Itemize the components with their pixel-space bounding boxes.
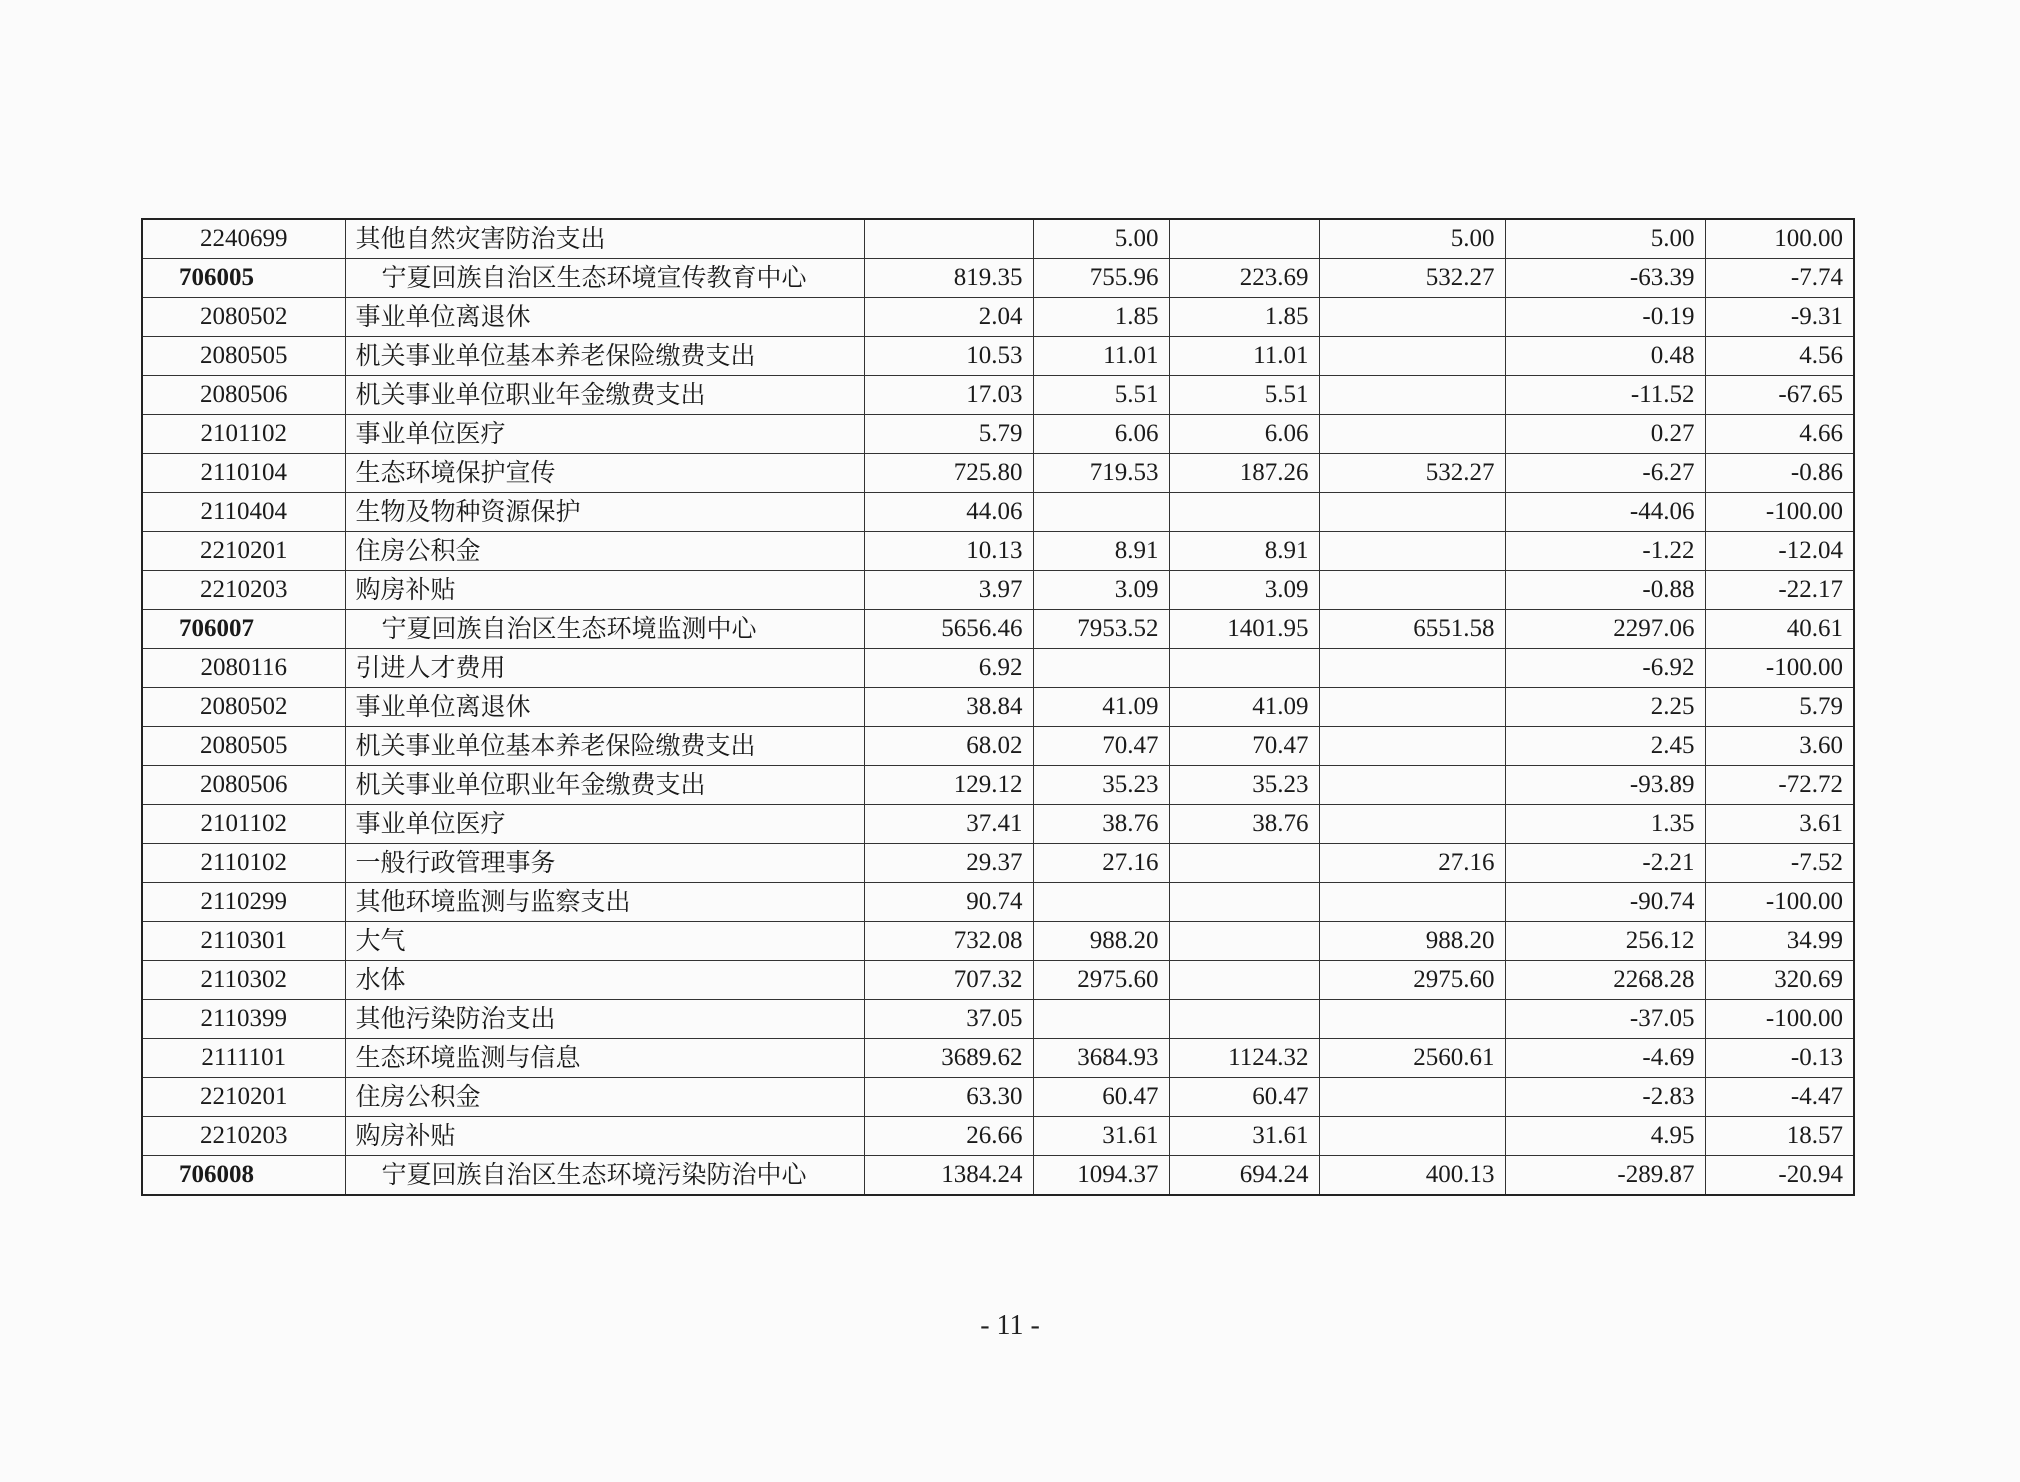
cell-code: 2080506 xyxy=(142,376,345,415)
table-row xyxy=(142,766,1854,805)
page-number: - 11 - xyxy=(980,1310,1040,1341)
cell-change-amount: -2.83 xyxy=(1505,1078,1705,1117)
table-row xyxy=(142,727,1854,766)
cell-amount-2: 7953.52 xyxy=(1033,610,1169,649)
cell-change-percent: -7.52 xyxy=(1705,844,1854,883)
cell-change-percent: -100.00 xyxy=(1705,649,1854,688)
cell-amount-4 xyxy=(1319,571,1505,610)
cell-amount-2: 38.76 xyxy=(1033,805,1169,844)
cell-change-percent: 34.99 xyxy=(1705,922,1854,961)
cell-amount-1: 26.66 xyxy=(864,1117,1033,1156)
cell-amount-3: 70.47 xyxy=(1169,727,1319,766)
cell-change-amount: 2297.06 xyxy=(1505,610,1705,649)
cell-change-amount: -6.27 xyxy=(1505,454,1705,493)
cell-amount-2: 1094.37 xyxy=(1033,1156,1169,1196)
cell-item-name: 住房公积金 xyxy=(345,1078,864,1117)
cell-change-amount: -1.22 xyxy=(1505,532,1705,571)
cell-code: 2210203 xyxy=(142,571,345,610)
cell-code: 706007 xyxy=(142,610,345,649)
cell-amount-4: 2560.61 xyxy=(1319,1039,1505,1078)
cell-amount-2: 11.01 xyxy=(1033,337,1169,376)
table-row xyxy=(142,688,1854,727)
cell-change-percent: -0.86 xyxy=(1705,454,1854,493)
cell-amount-3: 1401.95 xyxy=(1169,610,1319,649)
cell-amount-2: 8.91 xyxy=(1033,532,1169,571)
cell-amount-2 xyxy=(1033,883,1169,922)
cell-amount-1: 732.08 xyxy=(864,922,1033,961)
cell-change-percent: -9.31 xyxy=(1705,298,1854,337)
cell-amount-4 xyxy=(1319,688,1505,727)
cell-amount-1: 2.04 xyxy=(864,298,1033,337)
cell-amount-1: 38.84 xyxy=(864,688,1033,727)
cell-amount-3 xyxy=(1169,1000,1319,1039)
cell-change-amount: 2.25 xyxy=(1505,688,1705,727)
table-row xyxy=(142,298,1854,337)
cell-amount-1: 1384.24 xyxy=(864,1156,1033,1196)
cell-item-name: 购房补贴 xyxy=(345,571,864,610)
cell-item-name: 大气 xyxy=(345,922,864,961)
cell-amount-4 xyxy=(1319,532,1505,571)
cell-change-amount: 5.00 xyxy=(1505,219,1705,259)
cell-amount-3 xyxy=(1169,961,1319,1000)
cell-amount-2: 988.20 xyxy=(1033,922,1169,961)
cell-amount-2 xyxy=(1033,493,1169,532)
cell-code: 2240699 xyxy=(142,219,345,259)
cell-code: 2210201 xyxy=(142,532,345,571)
cell-amount-1: 63.30 xyxy=(864,1078,1033,1117)
cell-amount-1: 707.32 xyxy=(864,961,1033,1000)
cell-amount-2: 60.47 xyxy=(1033,1078,1169,1117)
cell-change-percent: -100.00 xyxy=(1705,883,1854,922)
cell-amount-3: 11.01 xyxy=(1169,337,1319,376)
cell-amount-1: 3689.62 xyxy=(864,1039,1033,1078)
cell-item-name: 事业单位离退休 xyxy=(345,298,864,337)
table-row-organization xyxy=(142,1156,1854,1196)
cell-amount-4: 400.13 xyxy=(1319,1156,1505,1196)
cell-amount-1: 819.35 xyxy=(864,259,1033,298)
cell-item-name: 事业单位医疗 xyxy=(345,415,864,454)
cell-code: 2080505 xyxy=(142,337,345,376)
budget-table-container xyxy=(141,218,1853,1196)
cell-change-amount: -11.52 xyxy=(1505,376,1705,415)
cell-code: 2110299 xyxy=(142,883,345,922)
cell-item-name: 机关事业单位职业年金缴费支出 xyxy=(345,376,864,415)
cell-item-name: 水体 xyxy=(345,961,864,1000)
cell-amount-1: 44.06 xyxy=(864,493,1033,532)
cell-amount-1: 129.12 xyxy=(864,766,1033,805)
cell-code: 2110301 xyxy=(142,922,345,961)
cell-amount-1 xyxy=(864,219,1033,259)
cell-item-name: 购房补贴 xyxy=(345,1117,864,1156)
cell-amount-3: 38.76 xyxy=(1169,805,1319,844)
cell-code: 2110104 xyxy=(142,454,345,493)
cell-amount-4: 532.27 xyxy=(1319,454,1505,493)
cell-change-percent: -12.04 xyxy=(1705,532,1854,571)
cell-change-amount: -37.05 xyxy=(1505,1000,1705,1039)
cell-code: 2080505 xyxy=(142,727,345,766)
cell-amount-2: 2975.60 xyxy=(1033,961,1169,1000)
budget-table xyxy=(141,218,1855,1196)
cell-amount-4: 988.20 xyxy=(1319,922,1505,961)
cell-amount-2: 719.53 xyxy=(1033,454,1169,493)
cell-amount-4 xyxy=(1319,337,1505,376)
cell-amount-1: 10.13 xyxy=(864,532,1033,571)
cell-amount-2: 3684.93 xyxy=(1033,1039,1169,1078)
cell-code: 2080116 xyxy=(142,649,345,688)
cell-item-name: 其他污染防治支出 xyxy=(345,1000,864,1039)
cell-amount-4 xyxy=(1319,1117,1505,1156)
cell-change-amount: 256.12 xyxy=(1505,922,1705,961)
cell-change-amount: 2.45 xyxy=(1505,727,1705,766)
cell-amount-3: 694.24 xyxy=(1169,1156,1319,1196)
cell-change-amount: -90.74 xyxy=(1505,883,1705,922)
cell-amount-2: 755.96 xyxy=(1033,259,1169,298)
cell-amount-4 xyxy=(1319,376,1505,415)
cell-amount-3: 3.09 xyxy=(1169,571,1319,610)
cell-amount-3 xyxy=(1169,649,1319,688)
cell-amount-3: 187.26 xyxy=(1169,454,1319,493)
cell-change-percent: 4.66 xyxy=(1705,415,1854,454)
cell-item-name: 事业单位医疗 xyxy=(345,805,864,844)
cell-item-name: 生态环境保护宣传 xyxy=(345,454,864,493)
cell-amount-3 xyxy=(1169,883,1319,922)
cell-amount-2: 5.00 xyxy=(1033,219,1169,259)
cell-amount-4: 6551.58 xyxy=(1319,610,1505,649)
cell-item-name: 机关事业单位基本养老保险缴费支出 xyxy=(345,337,864,376)
cell-amount-2: 6.06 xyxy=(1033,415,1169,454)
cell-amount-3: 60.47 xyxy=(1169,1078,1319,1117)
cell-amount-2: 27.16 xyxy=(1033,844,1169,883)
cell-change-percent: 3.61 xyxy=(1705,805,1854,844)
cell-amount-4 xyxy=(1319,883,1505,922)
cell-change-percent: 18.57 xyxy=(1705,1117,1854,1156)
table-row xyxy=(142,1000,1854,1039)
cell-amount-1: 37.05 xyxy=(864,1000,1033,1039)
cell-code: 2110404 xyxy=(142,493,345,532)
cell-item-name: 宁夏回族自治区生态环境污染防治中心 xyxy=(345,1156,864,1196)
cell-change-amount: -2.21 xyxy=(1505,844,1705,883)
cell-amount-2: 35.23 xyxy=(1033,766,1169,805)
cell-amount-3: 8.91 xyxy=(1169,532,1319,571)
cell-change-percent: -4.47 xyxy=(1705,1078,1854,1117)
cell-code: 2101102 xyxy=(142,415,345,454)
cell-change-amount: -63.39 xyxy=(1505,259,1705,298)
cell-item-name: 引进人才费用 xyxy=(345,649,864,688)
table-row xyxy=(142,571,1854,610)
cell-change-amount: -4.69 xyxy=(1505,1039,1705,1078)
cell-amount-3 xyxy=(1169,219,1319,259)
cell-amount-4 xyxy=(1319,649,1505,688)
table-row xyxy=(142,337,1854,376)
cell-code: 2210201 xyxy=(142,1078,345,1117)
cell-code: 2110399 xyxy=(142,1000,345,1039)
cell-amount-1: 37.41 xyxy=(864,805,1033,844)
cell-change-amount: 0.27 xyxy=(1505,415,1705,454)
cell-change-amount: 1.35 xyxy=(1505,805,1705,844)
cell-amount-4 xyxy=(1319,727,1505,766)
cell-item-name: 宁夏回族自治区生态环境监测中心 xyxy=(345,610,864,649)
table-row xyxy=(142,883,1854,922)
table-row xyxy=(142,415,1854,454)
table-row xyxy=(142,961,1854,1000)
cell-amount-1: 3.97 xyxy=(864,571,1033,610)
cell-change-percent: 320.69 xyxy=(1705,961,1854,1000)
cell-item-name: 住房公积金 xyxy=(345,532,864,571)
table-row xyxy=(142,532,1854,571)
cell-amount-2: 3.09 xyxy=(1033,571,1169,610)
cell-amount-4 xyxy=(1319,1000,1505,1039)
cell-amount-3: 1124.32 xyxy=(1169,1039,1319,1078)
cell-item-name: 机关事业单位基本养老保险缴费支出 xyxy=(345,727,864,766)
cell-change-percent: -100.00 xyxy=(1705,1000,1854,1039)
cell-amount-3 xyxy=(1169,844,1319,883)
cell-amount-1: 29.37 xyxy=(864,844,1033,883)
cell-change-percent: 40.61 xyxy=(1705,610,1854,649)
cell-change-percent: 3.60 xyxy=(1705,727,1854,766)
cell-amount-2 xyxy=(1033,649,1169,688)
cell-change-amount: -0.19 xyxy=(1505,298,1705,337)
cell-change-amount: 0.48 xyxy=(1505,337,1705,376)
cell-change-percent: -7.74 xyxy=(1705,259,1854,298)
cell-amount-4: 2975.60 xyxy=(1319,961,1505,1000)
budget-table-body xyxy=(142,219,1854,1195)
cell-code: 2110102 xyxy=(142,844,345,883)
cell-amount-3: 41.09 xyxy=(1169,688,1319,727)
table-row xyxy=(142,844,1854,883)
cell-amount-1: 10.53 xyxy=(864,337,1033,376)
cell-code: 706005 xyxy=(142,259,345,298)
cell-item-name: 其他环境监测与监察支出 xyxy=(345,883,864,922)
table-row-organization xyxy=(142,610,1854,649)
cell-amount-1: 5656.46 xyxy=(864,610,1033,649)
table-row-organization xyxy=(142,259,1854,298)
table-row xyxy=(142,1078,1854,1117)
cell-item-name: 宁夏回族自治区生态环境宣传教育中心 xyxy=(345,259,864,298)
cell-amount-3 xyxy=(1169,493,1319,532)
cell-amount-1: 5.79 xyxy=(864,415,1033,454)
cell-amount-4: 532.27 xyxy=(1319,259,1505,298)
cell-item-name: 生物及物种资源保护 xyxy=(345,493,864,532)
cell-amount-3: 31.61 xyxy=(1169,1117,1319,1156)
cell-code: 2101102 xyxy=(142,805,345,844)
cell-change-percent: -67.65 xyxy=(1705,376,1854,415)
cell-change-amount: -6.92 xyxy=(1505,649,1705,688)
cell-amount-1: 68.02 xyxy=(864,727,1033,766)
cell-change-amount: 4.95 xyxy=(1505,1117,1705,1156)
cell-amount-3: 223.69 xyxy=(1169,259,1319,298)
cell-amount-2: 70.47 xyxy=(1033,727,1169,766)
cell-amount-1: 17.03 xyxy=(864,376,1033,415)
cell-change-percent: -100.00 xyxy=(1705,493,1854,532)
cell-code: 2080502 xyxy=(142,688,345,727)
cell-item-name: 其他自然灾害防治支出 xyxy=(345,219,864,259)
cell-change-amount: -0.88 xyxy=(1505,571,1705,610)
cell-amount-2 xyxy=(1033,1000,1169,1039)
cell-amount-4: 5.00 xyxy=(1319,219,1505,259)
cell-amount-1: 725.80 xyxy=(864,454,1033,493)
cell-item-name: 机关事业单位职业年金缴费支出 xyxy=(345,766,864,805)
cell-change-percent: -72.72 xyxy=(1705,766,1854,805)
cell-amount-3: 35.23 xyxy=(1169,766,1319,805)
table-row xyxy=(142,219,1854,259)
cell-amount-2: 5.51 xyxy=(1033,376,1169,415)
cell-code: 2210203 xyxy=(142,1117,345,1156)
cell-code: 2111101 xyxy=(142,1039,345,1078)
table-row xyxy=(142,922,1854,961)
cell-amount-3: 1.85 xyxy=(1169,298,1319,337)
cell-change-amount: -93.89 xyxy=(1505,766,1705,805)
cell-change-percent: 4.56 xyxy=(1705,337,1854,376)
cell-amount-3: 5.51 xyxy=(1169,376,1319,415)
cell-amount-3: 6.06 xyxy=(1169,415,1319,454)
cell-amount-2: 31.61 xyxy=(1033,1117,1169,1156)
cell-item-name: 生态环境监测与信息 xyxy=(345,1039,864,1078)
cell-amount-4 xyxy=(1319,415,1505,454)
cell-change-amount: 2268.28 xyxy=(1505,961,1705,1000)
cell-code: 2080502 xyxy=(142,298,345,337)
cell-amount-1: 6.92 xyxy=(864,649,1033,688)
cell-item-name: 事业单位离退休 xyxy=(345,688,864,727)
cell-amount-4: 27.16 xyxy=(1319,844,1505,883)
cell-change-percent: -20.94 xyxy=(1705,1156,1854,1196)
table-row xyxy=(142,454,1854,493)
cell-amount-2: 41.09 xyxy=(1033,688,1169,727)
table-row xyxy=(142,649,1854,688)
cell-code: 706008 xyxy=(142,1156,345,1196)
cell-change-percent: 100.00 xyxy=(1705,219,1854,259)
table-row xyxy=(142,805,1854,844)
table-row xyxy=(142,376,1854,415)
cell-amount-4 xyxy=(1319,805,1505,844)
cell-change-percent: -22.17 xyxy=(1705,571,1854,610)
cell-change-percent: 5.79 xyxy=(1705,688,1854,727)
cell-item-name: 一般行政管理事务 xyxy=(345,844,864,883)
cell-change-percent: -0.13 xyxy=(1705,1039,1854,1078)
cell-change-amount: -44.06 xyxy=(1505,493,1705,532)
table-row xyxy=(142,1039,1854,1078)
cell-amount-4 xyxy=(1319,493,1505,532)
cell-amount-4 xyxy=(1319,766,1505,805)
cell-code: 2110302 xyxy=(142,961,345,1000)
cell-amount-4 xyxy=(1319,298,1505,337)
cell-change-amount: -289.87 xyxy=(1505,1156,1705,1196)
cell-amount-1: 90.74 xyxy=(864,883,1033,922)
cell-code: 2080506 xyxy=(142,766,345,805)
cell-amount-4 xyxy=(1319,1078,1505,1117)
table-row xyxy=(142,1117,1854,1156)
cell-amount-2: 1.85 xyxy=(1033,298,1169,337)
table-row xyxy=(142,493,1854,532)
cell-amount-3 xyxy=(1169,922,1319,961)
